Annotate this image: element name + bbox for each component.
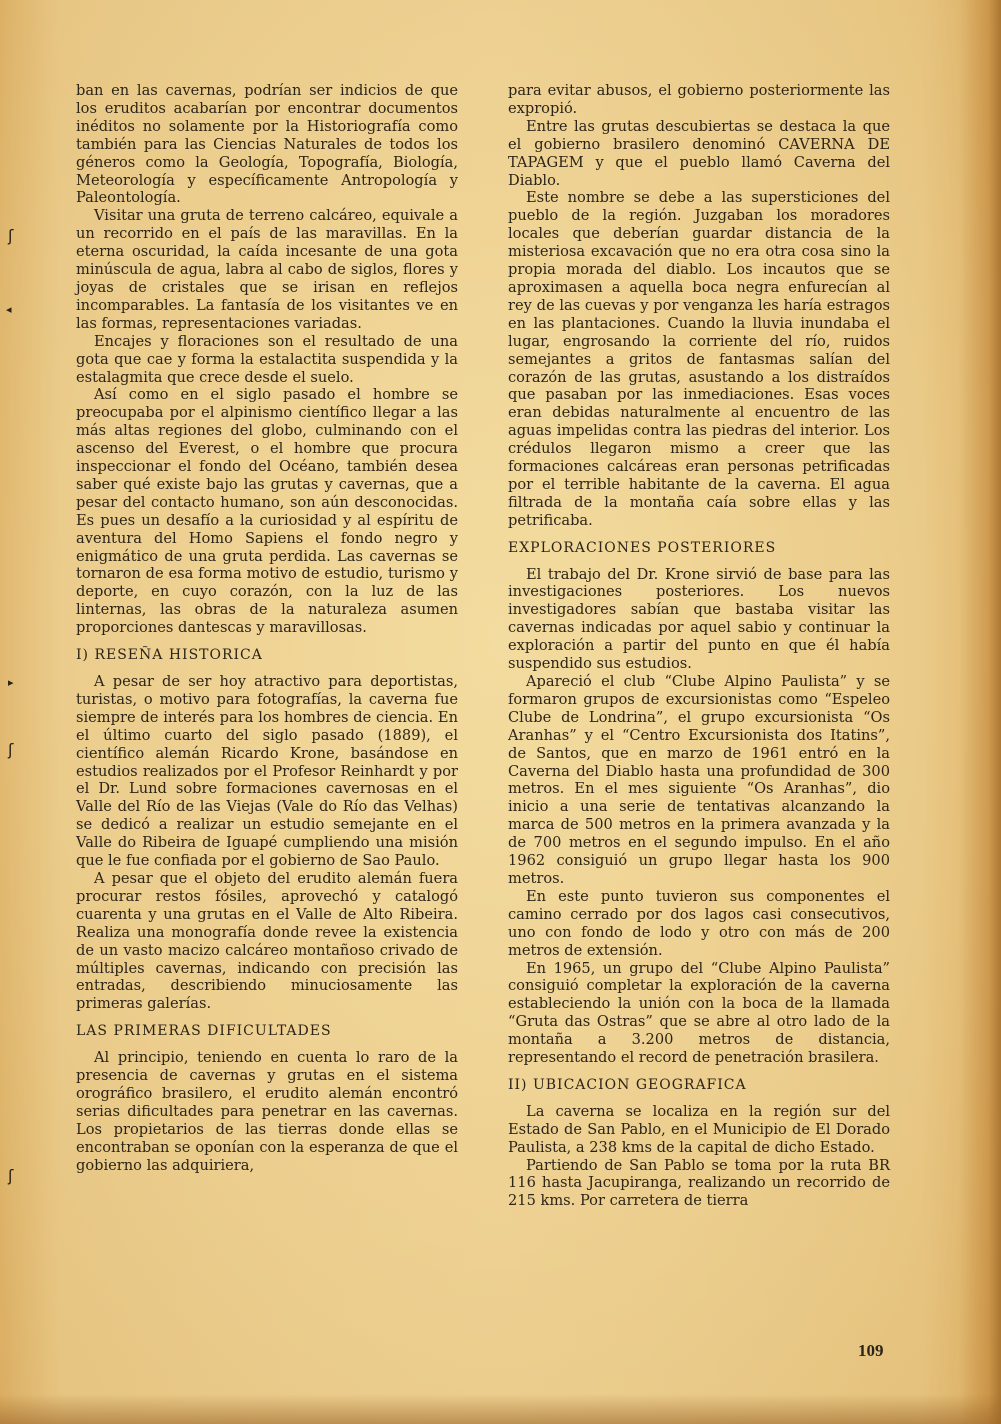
- paragraph: ban en las cavernas, podrían ser indicios de que los eruditos acabarían por encontrar documentos inéditos no solamente por la Historiografía como también para las Ciencias Naturales de todos los géneros como la Geología, Topografía, Biología, Meteorología y específicamente Antropología y Paleontología.: [76, 82, 458, 207]
- left-column: [76, 82, 458, 1174]
- section-heading: LAS PRIMERAS DIFICULTADES: [76, 1023, 332, 1040]
- paragraph: Entre las grutas descubiertas se destaca la que el gobierno brasilero denominó CAVERNA DE TAPAGEM y que el pueblo llamó Caverna del Diablo.: [508, 117, 890, 189]
- margin-mark: ʃ: [8, 226, 14, 245]
- paragraph: para evitar abusos, el gobierno posteriormente las expropió.: [508, 82, 890, 117]
- paragraph: A pesar de ser hoy atractivo para deportistas, turistas, o motivo para fotografías, la caverna fue siempre de interés para los hombres de ciencia. En el último cuarto del siglo pasado (1889), el científico alemán Ricardo Krone, basándose en estudios realizados por el Profesor Reinhardt y por el Dr. Lund sobre formaciones cavernosas en el Valle del Río de las Viejas (Vale do Río das Velhas) se dedicó a realizar un estudio semejante en el Valle do Ribeira de Iguapé cumpliendo una misión que le fue confiada por el gobierno de Sao Paulo.: [76, 673, 458, 870]
- margin-mark: ʃ: [8, 1166, 14, 1185]
- paragraph: En este punto tuvieron sus componentes el camino cerrado por dos lagos casi consecutivos, uno con fondo de lodo y otro con más de 200 metros de extensión.: [508, 887, 890, 959]
- paragraph: A pesar que el objeto del erudito alemán fuera procurar restos fósiles, aprovechó y catalogó cuarenta y una grutas en el Valle de Alto Ribeira. Realiza una monografía donde revee la existencia de un vasto macizo calcáreo montañoso crivado de múltiples cavernas, indicando con precisión las entradas, describiendo minuciosamente las primeras galerías.: [76, 869, 458, 1013]
- section-heading: EXPLORACIONES POSTERIORES: [508, 539, 777, 556]
- right-column: [508, 82, 890, 1210]
- paragraph: Este nombre se debe a las supersticiones del pueblo de la región. Juzgaban los moradores locales que deberían guardar distancia de la misteriosa excavación que no era otra cosa sino la propia morada del diablo. Los incautos que se aproximasen a aquella boca negra enfurecían al rey de las cuevas y por venganza les haría estragos en las plantaciones. Cuando la lluvia inundaba el lugar, engrosando la corriente del río, ruidos semejantes a gritos de fantasmas salían del corazón de las grutas, asustando a los distraídos que pasaban por las inmediaciones. Esas voces eran debidas naturalmente al encuentro de las aguas impelidas contra las piedras del interior. Los crédulos llegaron mismo a creer que las formaciones calcáreas eran personas petrificadas por el terrible habitante de la caverna. El agua filtrada de la montaña caía sobre ellas y las petrificaba.: [508, 189, 890, 529]
- page-number: 109: [858, 1341, 884, 1360]
- paragraph: Encajes y floraciones son el resultado de una gota que cae y forma la estalactita suspendida y la estalagmita que crece desde el suelo.: [76, 332, 458, 386]
- section-heading: II) UBICACION GEOGRAFICA: [508, 1076, 747, 1093]
- paragraph: Visitar una gruta de terreno calcáreo, equivale a un recorrido en el país de las maravillas. En la eterna oscuridad, la caída incesante de una gota minúscula de agua, labra al cabo de siglos, flores y joyas de cristales que se irisan en reflejos incomparables. La fantasía de los visitantes ve en las formas, representaciones variadas.: [76, 207, 458, 332]
- paragraph: El trabajo del Dr. Krone sirvió de base para las investigaciones posteriores. Los nuevos investigadores sabían que bastaba visitar las cavernas indicadas por aquel sabio y continuar la exploración a partir del punto en que él había suspendido sus estudios.: [508, 565, 890, 673]
- paragraph: Al principio, teniendo en cuenta lo raro de la presencia de cavernas y grutas en el sistema orográfico brasilero, el erudito alemán encontró serias dificultades para penetrar en las cavernas. Los propietarios de las tierras donde ellas se encontraban se oponían con la esperanza de que el gobierno las adquiriera,: [76, 1049, 458, 1174]
- page-bottom-shadow: [0, 1394, 1001, 1424]
- paragraph: Apareció el club “Clube Alpino Paulista” y se formaron grupos de excursionistas como “Espeleo Clube de Londrina”, el grupo excursionista “Os Aranhas” y el “Centro Excursionista dos Itatins”, de Santos, que en marzo de 1961 entró en la Caverna del Diablo hasta una profundidad de 300 metros. En el mes siguiente “Os Aranhas”, dio inicio a una serie de tentativas alcanzando la marca de 500 metros en la primera avanzada y la de 700 metros en el segundo impulso. En el año 1962 consiguió un grupo llegar hasta los 900 metros.: [508, 673, 890, 887]
- paragraph: En 1965, un grupo del “Clube Alpino Paulista” consiguió completar la exploración de la caverna estableciendo la unión con la boca de la llamada “Gruta das Ostras” que se abre al otro lado de la montaña a 3.200 metros de distancia, representando el record de penetración brasilera.: [508, 959, 890, 1067]
- margin-mark: ◂: [6, 303, 12, 316]
- page-edge-shadow: [959, 0, 1001, 1424]
- paragraph: Partiendo de San Pablo se toma por la ruta BR 116 hasta Jacupiranga, realizando un recorrido de 215 kms. Por carretera de tierra: [508, 1156, 890, 1210]
- margin-mark: ▸: [8, 676, 14, 689]
- paragraph: Así como en el siglo pasado el hombre se preocupaba por el alpinismo científico llegar a las más altas regiones del globo, culminando con el ascenso del Everest, o el hombre que procura inspeccionar el fondo del Océano, también desea saber qué existe bajo las grutas y cavernas, que a pesar del contacto humano, son aún desconocidas. Es pues un desafío a la curiosidad y al espíritu de aventura del Homo Sapiens el fondo negro y enigmático de una gruta perdida. Las cavernas se tornaron de esa forma motivo de estudio, turismo y deporte, en cuyo corazón, con la luz de las linternas, las obras de la naturaleza asumen proporciones dantescas y maravillosas.: [76, 386, 458, 637]
- paragraph: La caverna se localiza en la región sur del Estado de San Pablo, en el Municipio de El Dorado Paulista, a 238 kms de la capital de dicho Estado.: [508, 1102, 890, 1156]
- section-heading: I) RESEÑA HISTORICA: [76, 647, 263, 664]
- margin-mark: ʃ: [8, 740, 14, 759]
